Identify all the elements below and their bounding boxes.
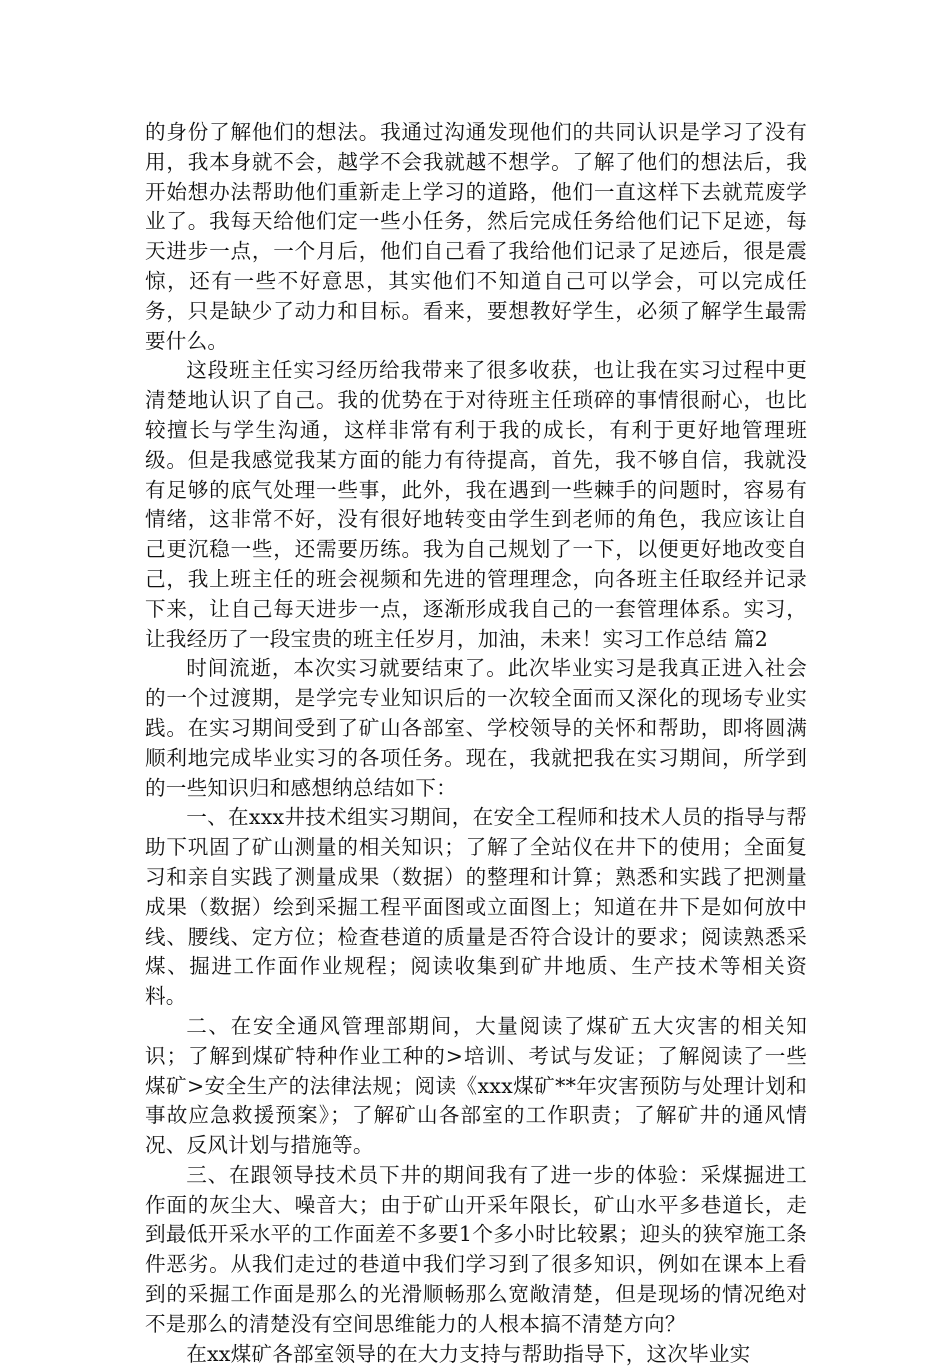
paragraph-7: 在xx煤矿各部室领导的在大力支持与帮助指导下，这次毕业实 <box>186 1341 751 1366</box>
paragraph-3: 时间流逝，本次实习就要结束了。此次毕业实习是我真正进入社会的一个过渡期，是学完专业知识后的一次较全面而又深化的现场专业实践。在实习期间受到了矿山各部室、学校领导的关怀和帮助，即将圆满顺利地完成毕业实习的各项任务。现在，我就把我在实习期间，所学到的一些知识归和感想纳总结如下： <box>145 656 807 800</box>
paragraph-1: 的身份了解他们的想法。我通过沟通发现他们的共同认识是学习了没有用，我本身就不会，越学不会我就越不想学。了解了他们的想法后，我开始想办法帮助他们重新走上学习的道路，他们一直这样下去就荒废学业了。我每天给他们定一些小任务，然后完成任务给他们记下足迹，每天进步一点，一个月后，他们自己看了我给他们记录了足迹后，很是震惊，还有一些不好意思，其实他们不知道自己可以学会，可以完成任务，只是缺少了动力和目标。看来，要想教好学生，必须了解学生最需要什么。 <box>145 120 807 353</box>
paragraph-2-text: 这段班主任实习经历给我带来了很多收获，也让我在实习过程中更清楚地认识了自己。我的优势在于对待班主任琐碎的事情很耐心，也比较擅长与学生沟通，这样非常有利于我的成长，有利于更好地管理班级。但是我感觉我某方面的能力有待提高，首先，我不够自信，我就没有足够的底气处理一些事，此外，我在遇到一些棘手的问题时，容易有情绪，这非常不好，没有很好地转变由学生到老师的角色，我应该让自己更沉稳一些，还需要历练。我为自己规划了一下，以便更好地改变自己，我上班主任的班会视频和先进的管理理念，向各班主任取经并记录下来，让自己每天进步一点，逐渐形成我自己的一套管理体系。实习，让我经历了一段宝贵的班主任岁月，加油，未来！ <box>145 358 807 651</box>
paragraph-2 <box>145 356 807 654</box>
document-body <box>145 118 807 1369</box>
paragraph-5: 二、在安全通风管理部期间，大量阅读了煤矿五大灾害的相关知识；了解到煤矿特种作业工种的>培训、考试与发证；了解阅读了一些煤矿>安全生产的法律法规；阅读《xxx煤矿**年灾害预防与处理计划和事故应急救援预案》；了解矿山各部室的工作职责；了解矿井的通风情况、反风计划与措施等。 <box>145 1013 807 1158</box>
paragraph-6: 三、在跟领导技术员下井的期间我有了进一步的体验：采煤掘进工作面的灰尘大、噪音大；由于矿山开采年限长，矿山水平多巷道长，走到最低开采水平的工作面差不多要1个多小时比较累；迎头的狭窄施工条件恶劣。从我们走过的巷道中我们学习到了很多知识，例如在课本上看到的采掘工作面是那么的光滑顺畅那么宽敞清楚，但是现场的情况绝对不是那么的清楚没有空间思维能力的人根本搞不清楚方向？ <box>145 1162 807 1336</box>
paragraph-4: 一、在xxx井技术组实习期间，在安全工程师和技术人员的指导与帮助下巩固了矿山测量的相关知识；了解了全站仪在井下的使用；全面复习和亲自实践了测量成果（数据）的整理和计算；熟悉和实践了把测量成果（数据）绘到采掘工程平面图或立面图上；知道在井下是如何放中线、腰线、定方位；检查巷道的质量是否符合设计的要求；阅读熟悉采煤、掘进工作面作业规程；阅读收集到矿井地质、生产技术等相关资料。 <box>145 805 807 1009</box>
section-heading-part-2: 实习工作总结 篇2 <box>602 626 769 651</box>
